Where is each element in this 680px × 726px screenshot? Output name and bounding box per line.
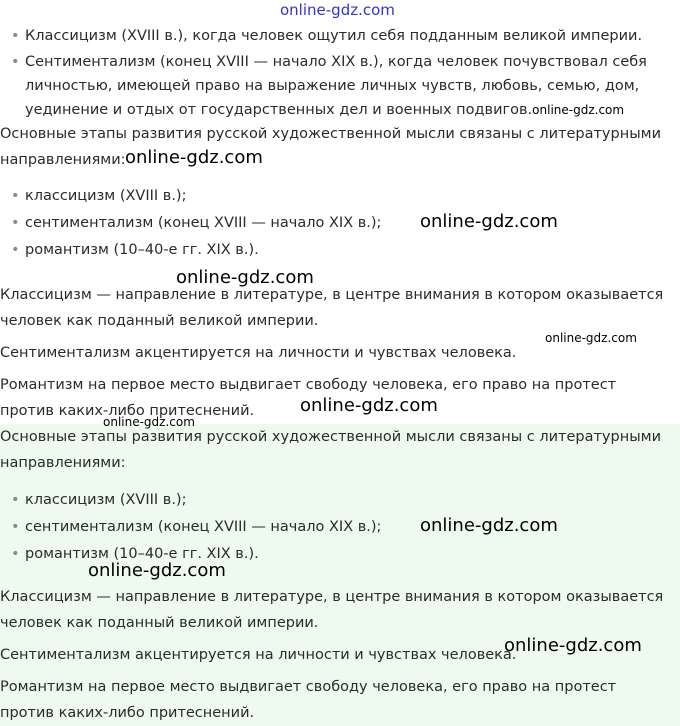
- list-item: • романтизм (10–40-е гг. XIX в.).: [0, 542, 660, 566]
- intro-paragraph: Основные этапы развития русской художественной мысли связаны с литературными направлениями:: [0, 126, 662, 168]
- intro-paragraph: Основные этапы развития русской художественной мысли связаны с литературными направлениями:: [0, 429, 662, 471]
- watermark: online-gdz.com: [420, 515, 558, 536]
- watermark: online-gdz.com: [88, 560, 226, 581]
- list-item: • Сентиментализм (конец XVIII — начало XIX в.), когда человек почувствовал себя личностью, имеющей право на выражение личных чувств, любовь, семью, дом, уединение и отдых от государственных дел и военных подвигов.online-gdz.com: [0, 50, 660, 122]
- definition-paragraph: Сентиментализм акцентируется на личности и чувствах человека.: [0, 345, 517, 361]
- list-item: • сентиментализм (конец XVIII — начало XIX в.);: [0, 515, 660, 539]
- watermark: online-gdz.com: [532, 103, 625, 117]
- list-item: • сентиментализм (конец XVIII — начало XIX в.);: [0, 211, 660, 235]
- list-item: • Классицизм (XVIII в.), когда человек ощутил себя подданным великой империи.: [0, 24, 660, 48]
- definition-paragraph: Романтизм на первое место выдвигает свободу человека, его право на протест против каких-либо притеснений.: [0, 377, 617, 419]
- definition-paragraph: Классицизм — направление в литературе, в центре внимания в котором оказывается человек как поданный великой империи.: [0, 287, 664, 329]
- watermark: online-gdz.com: [504, 635, 642, 656]
- watermark: online-gdz.com: [280, 1, 395, 19]
- list-item: • классицизм (XVIII в.);: [0, 488, 660, 512]
- definition-paragraph: Сентиментализм акцентируется на личности и чувствах человека.: [0, 647, 517, 663]
- watermark: online-gdz.com: [300, 395, 438, 416]
- list-item: • классицизм (XVIII в.);: [0, 184, 660, 208]
- watermark: online-gdz.com: [420, 211, 558, 232]
- watermark: online-gdz.com: [103, 415, 195, 429]
- list-item: • романтизм (10–40-е гг. XIX в.).: [0, 238, 660, 262]
- definition-paragraph: Классицизм — направление в литературе, в центре внимания в котором оказывается человек как поданный великой империи.: [0, 589, 664, 631]
- watermark: online-gdz.com: [176, 267, 314, 288]
- watermark: online-gdz.com: [545, 331, 637, 345]
- definition-paragraph: Романтизм на первое место выдвигает свободу человека, его право на протест против каких-либо притеснений.: [0, 679, 617, 721]
- watermark: online-gdz.com: [125, 147, 263, 168]
